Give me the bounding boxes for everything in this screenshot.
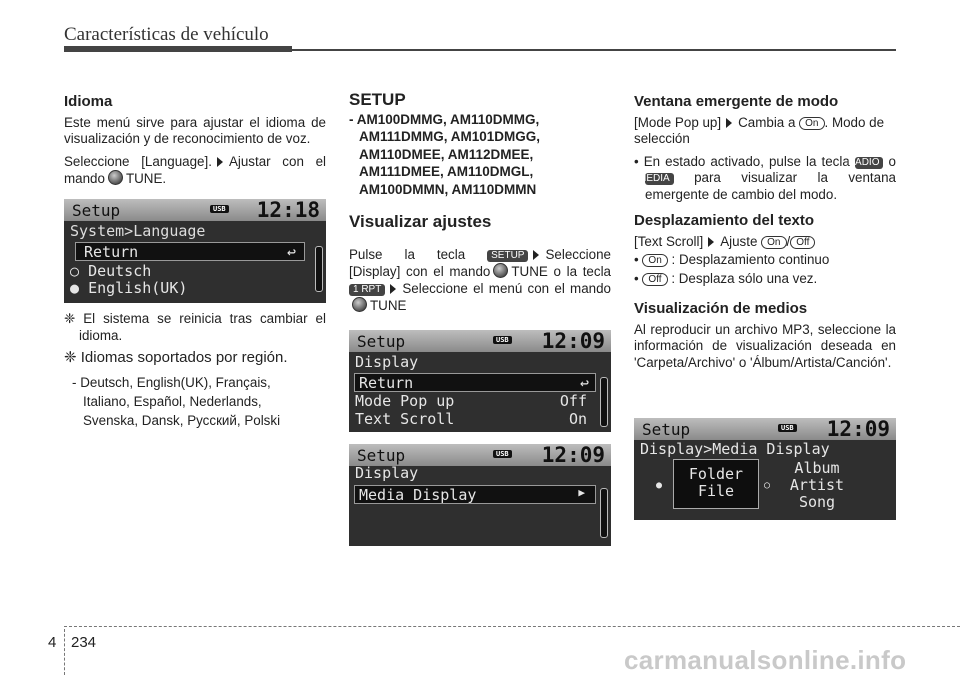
page-number: 234 [71,634,97,651]
option-album-artist-song[interactable]: Album Artist Song [789,459,845,511]
arrow-icon [726,118,732,128]
note-languages: ❈ Idiomas soportados por región. [64,349,288,366]
right-column [634,92,896,377]
screen-path: Display>Media Display [640,440,830,458]
setup-key-icon: SETUP [487,250,528,262]
screen-path: System>Language [70,222,206,240]
media-display-description: Al reproducir un archivo MP3, seleccione la información de visualización deseada en 'Carpeta/Archivo' o 'Álbum/Artista/Canción'. [634,321,896,370]
usb-badge: USB [493,336,512,344]
page-header-title: Características de vehículo [64,24,269,45]
model-list: - AM100DMMG, AM110DMMG, AM111DMMG, AM101DMGG, AM110DMEE, AM112DMEE, AM111DMEE, AM110DMGL, AM100DMMN, AM110DMMN [349,111,541,197]
on-pill: On [761,236,786,249]
menu-item-media-display[interactable]: Media Display ▶ [355,486,595,503]
arrow-icon [217,157,223,167]
popup-bullet: • En estado activado, pulse la tecla RADIO o MEDIA para visualizar la ventana emergente de cambio del modo. [634,153,896,202]
idioma-description: Este menú sirve para ajustar el idioma de visualización y de reconocimiento de voz. [64,114,326,146]
display-screen [349,330,611,432]
screen-title: Setup [642,420,691,439]
arrow-icon [390,284,396,294]
media-key-icon: MEDIA [645,173,674,185]
text-scroll-instruction: [Text Scroll] Ajuste On / Off [634,234,896,251]
language-screen [64,199,326,303]
display-instruction: Pulse la tecla SETUP Seleccione [Display] con el mando TUNE o la tecla 1 RPT Seleccione el menú con el mandoTUNE [349,246,611,313]
rpt-key-icon: 1 RPT [349,284,385,296]
language-list: - Deutsch, English(UK), Français, Italiano, Español, Nederlands, Svenska, Dansk, Русский, Polski [72,374,281,428]
screen-title: Setup [357,332,406,351]
screen-path: Display [355,353,419,371]
screen-title: Setup [72,201,121,220]
scrollbar[interactable] [600,488,608,538]
screen-time: 12:09 [826,418,890,441]
arrow-icon [533,250,539,260]
watermark: carmanualsonline.info [624,645,907,675]
radio-selected-icon[interactable]: ● [656,480,663,491]
menu-item-deutsch[interactable]: ○ Deutsch [70,262,152,280]
left-notes [64,311,326,430]
text-scroll-on-bullet: • On : Desplazamiento continuo [634,252,830,267]
off-pill: Off [790,236,815,249]
popup-instruction: [Mode Pop up] Cambia a On . Modo de selección [634,114,885,146]
on-pill: On [642,254,667,267]
arrow-icon [708,237,714,247]
tune-knob-icon [493,263,508,278]
text-scroll-off-bullet: • Off : Desplaza sólo una vez. [634,270,818,286]
header-bar-thin [292,49,896,51]
usb-badge: USB [210,205,229,213]
menu-item-text-scroll[interactable]: Text Scroll On [355,410,587,428]
menu-item-english[interactable]: ● English(UK) [70,279,188,297]
scrollbar[interactable] [315,246,323,292]
screen-path: Display [355,464,419,482]
menu-item-return[interactable]: Return ↩ [76,243,304,260]
note-restart: ❈ El sistema se reinicia tras cambiar el idioma. [64,311,326,343]
middle-column [349,92,611,321]
radio-unselected-icon[interactable]: ○ [764,480,771,491]
radio-key-icon: RADIO [855,157,884,169]
return-icon: ↩ [286,243,296,261]
media-display-screen [634,418,896,520]
usb-badge: USB [778,424,797,432]
off-pill: Off [642,273,667,286]
media-display-menu-screen [349,444,611,546]
chapter-number: 4 [48,634,57,651]
arrow-right-icon: ▶ [578,486,585,499]
screen-time: 12:18 [256,199,320,222]
footer-divider [64,629,65,675]
screen-title: Setup [357,446,406,465]
scrollbar[interactable] [600,377,608,427]
menu-item-return[interactable]: Return ↩ [355,374,595,391]
menu-item-mode-pop-up[interactable]: Mode Pop up Off [355,392,587,410]
return-icon: ↩ [579,374,589,392]
usb-badge: USB [493,450,512,458]
option-folder-file[interactable]: Folder File [674,460,758,508]
section-heading-text-scroll: Desplazamiento del texto [634,212,815,229]
screen-time: 12:09 [541,444,605,467]
header-bar-thick [64,46,292,52]
idioma-instruction: Seleccione [Language]. Ajustar con el mando TUNE. [64,153,326,186]
section-heading-idioma: Idioma [64,93,113,110]
on-pill: On [799,117,824,130]
section-heading-media-display: Visualización de medios [634,300,808,317]
footer-rule [64,626,960,627]
tune-knob-icon [352,297,367,312]
screen-time: 12:09 [541,330,605,353]
section-heading-popup: Ventana emergente de modo [634,93,839,110]
section-heading-setup: SETUP [349,90,406,109]
section-heading-display: Visualizar ajustes [349,212,492,231]
left-column [64,92,326,194]
tune-knob-icon [108,170,123,185]
